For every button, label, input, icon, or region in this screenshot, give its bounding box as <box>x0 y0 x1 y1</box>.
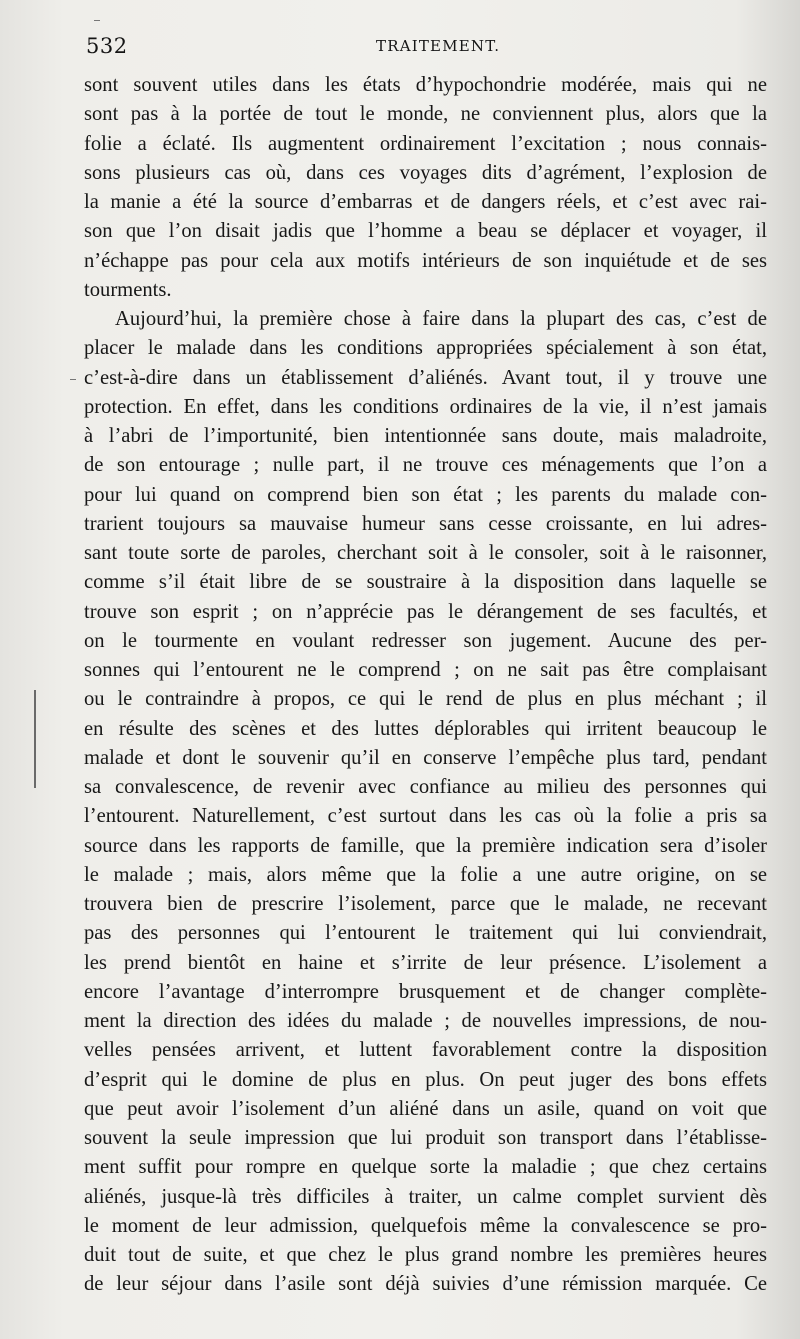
page-header <box>86 34 766 58</box>
text-line: le malade ; mais, alors même que la folie a une autre origine, on se <box>84 863 767 886</box>
text-line: sons plusieurs cas où, dans ces voyages dits d’agrément, l’explosion de <box>84 161 767 184</box>
text-line: sa convalescence, de revenir avec confiance au milieu des personnes qui <box>84 776 767 798</box>
text-line: protection. En effet, dans les conditions ordinaires de la vie, il n’est jamais <box>84 395 767 418</box>
paragraph-end-line: tourments. <box>84 278 172 301</box>
text-line: les prend bientôt en haine et s’irrite de leur présence. L’isolement a <box>84 951 767 974</box>
text-line: comme s’il était libre de se soustraire à la disposition dans laquelle se <box>84 571 767 594</box>
text-line: pour lui quand on comprend bien son état ; les parents du malade con- <box>84 483 767 506</box>
text-line: on le tourmente en voulant redresser son jugement. Aucune des per- <box>84 629 767 652</box>
text-line: source dans les rapports de famille, que la première indication sera d’isoler <box>84 834 767 857</box>
text-line: son que l’on disait jadis que l’homme a beau se déplacer et voyager, il <box>84 220 767 243</box>
text-line: de leur séjour dans l’asile sont déjà suivies d’une rémission marquée. Ce <box>84 1273 767 1296</box>
text-line: folie a éclaté. Ils augmentent ordinairement l’excitation ; nous connais- <box>84 132 767 155</box>
text-line: ment suffit pour rompre en quelque sorte la maladie ; que chez certains <box>84 1156 767 1179</box>
margin-dash <box>94 20 100 21</box>
text-line: l’entourent. Naturellement, c’est surtout dans les cas où la folie a pris sa <box>84 805 767 828</box>
text-line: à l’abri de l’importunité, bien intentionnée sans doute, mais maladroite, <box>84 425 767 447</box>
text-line: trouve son esprit ; on n’apprécie pas le dérangement de ses facultés, et <box>84 600 767 623</box>
text-line: ou le contraindre à propos, ce qui le rend de plus en plus méchant ; il <box>84 688 767 711</box>
text-line: aliénés, jusque-là très difficiles à traiter, un calme complet survient dès <box>84 1185 767 1208</box>
text-line: duit tout de suite, et que chez le plus grand nombre les premières heures <box>84 1244 767 1266</box>
text-line: que peut avoir l’isolement d’un aliéné dans un asile, quand on voit que <box>84 1097 767 1120</box>
body-text <box>84 71 767 1300</box>
text-line: le moment de leur admission, quelquefois même la convalescence se pro- <box>84 1214 767 1237</box>
text-line: de son entourage ; nulle part, il ne trouve ces ménagements que l’on a <box>84 454 767 477</box>
text-line: trouvera bien de prescrire l’isolement, parce que le malade, ne recevant <box>84 893 767 915</box>
text-line: velles pensées arrivent, et luttent favorablement contre la disposition <box>84 1039 767 1062</box>
text-line: sant toute sorte de paroles, cherchant soit à le consoler, soit à le raisonner, <box>84 542 767 564</box>
paragraph-start-line: Aujourd’hui, la première chose à faire dans la plupart des cas, c’est de <box>115 308 767 330</box>
text-line: en résulte des scènes et des luttes déplorables qui irritent beaucoup le <box>84 717 767 740</box>
text-line: c’est-à-dire dans un établissement d’aliénés. Avant tout, il y trouve une <box>84 366 767 389</box>
text-line: trarient toujours sa mauvaise humeur sans cesse croissante, en lui adres- <box>84 512 767 535</box>
text-line: placer le malade dans les conditions appropriées spécialement à son état, <box>84 337 767 360</box>
page-number: 532 <box>86 34 128 58</box>
margin-mark <box>34 690 36 788</box>
text-line: pas des personnes qui l’entourent le traitement qui lui conviendrait, <box>84 922 767 945</box>
text-line: n’échappe pas pour cela aux motifs intérieurs de son inquiétude et de ses <box>84 249 767 272</box>
text-line: ment la direction des idées du malade ; de nouvelles impressions, de nou- <box>84 1010 767 1032</box>
running-title: TRAITEMENT. <box>376 37 501 55</box>
text-line: sont pas à la portée de tout le monde, ne conviennent plus, alors que la <box>84 103 767 126</box>
text-line: la manie a été la source d’embarras et de dangers réels, et c’est avec rai- <box>84 191 767 213</box>
text-line: souvent la seule impression que lui produit son transport dans l’établisse- <box>84 1127 767 1149</box>
text-line: d’esprit qui le domine de plus en plus. On peut juger des bons effets <box>84 1068 767 1091</box>
text-line: encore l’avantage d’interrompre brusquement et de changer complète- <box>84 980 767 1003</box>
text-line: malade et dont le souvenir qu’il en conserve l’empêche plus tard, pendant <box>84 746 767 769</box>
margin-dash <box>70 379 76 380</box>
text-line: sonnes qui l’entourent ne le comprend ; on ne sait pas être complaisant <box>84 659 767 681</box>
text-line: sont souvent utiles dans les états d’hypochondrie modérée, mais qui ne <box>84 74 767 96</box>
